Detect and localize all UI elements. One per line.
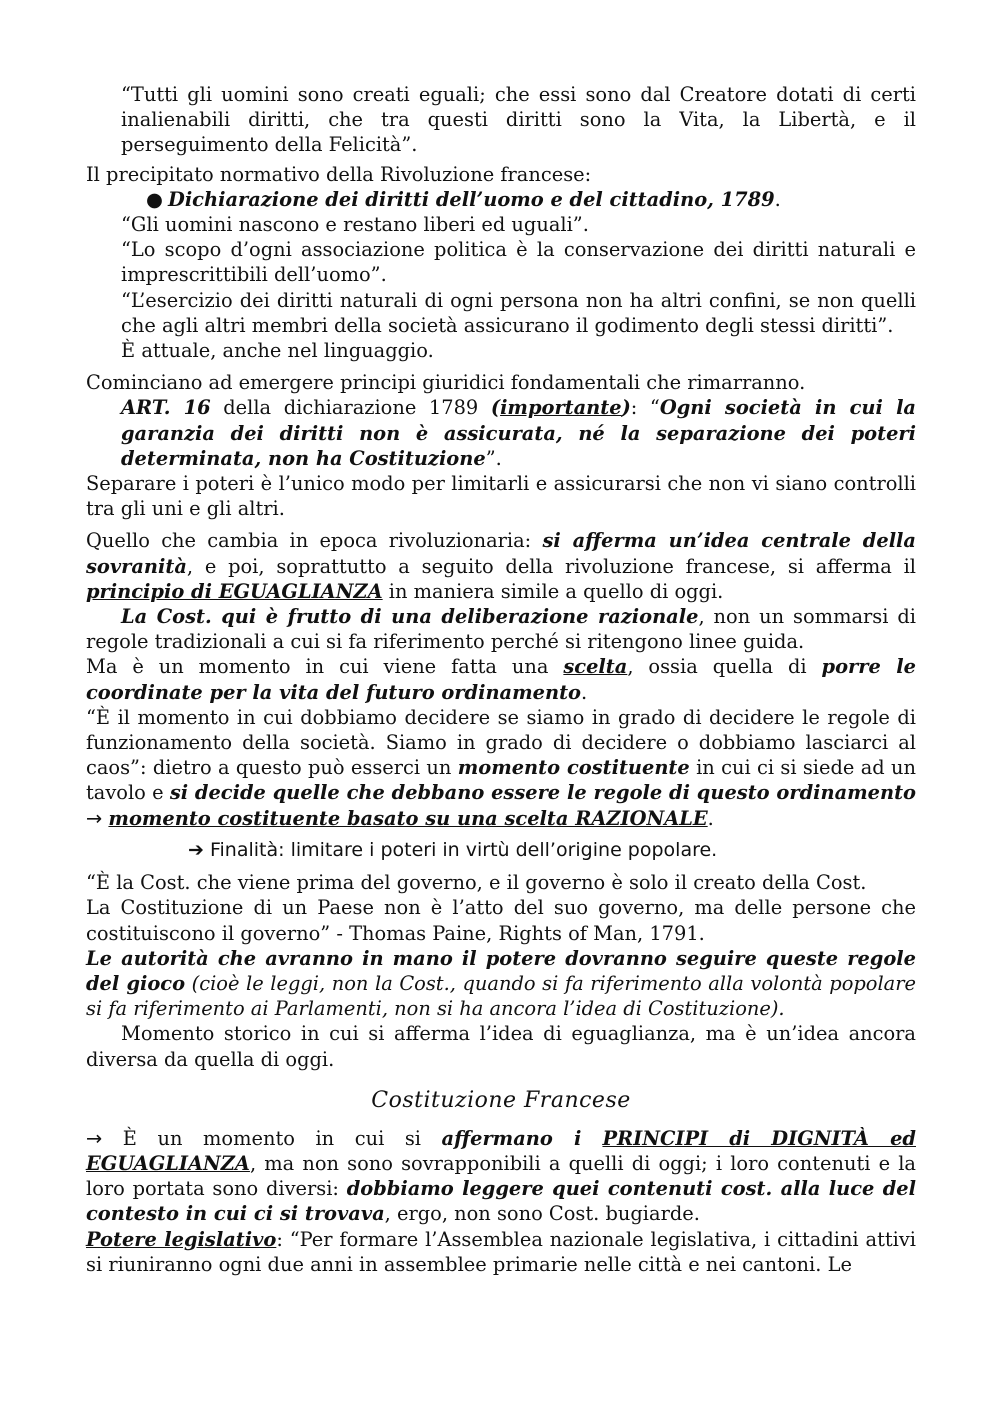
p8-bold-2: si decide quelle che debbano essere le regole di questo ordinamento — [169, 781, 916, 805]
paragraph-principles-dignity — [86, 1126, 916, 1227]
art-important: importante — [500, 396, 622, 420]
art-paren-open: ( — [490, 396, 501, 420]
p7-bold-1: scelta — [563, 655, 628, 679]
paragraph-paine-2: La Costituzione di un Paese non è l’atto del suo governo, ma delle persone che costituiscono il governo” - Thomas Paine, Rights of Man, 1791. — [86, 896, 916, 945]
p11-bold-1: Le autorità che avranno in mano il potere dovranno seguire queste regole del gioco — [86, 946, 916, 995]
paragraph-art16 — [86, 395, 916, 471]
paragraph-choice — [86, 654, 916, 704]
paragraph-principles: Cominciano ad emergere principi giuridici fondamentali che rimarranno. — [86, 371, 806, 395]
p13-bold-2: PRINCIPI di DIGNITÀ ed EGUAGLIANZA — [86, 1126, 916, 1175]
art-paren-close: ) — [621, 396, 631, 420]
paragraph-separation-powers: Separare i poteri è l’unico modo per limitarli e assicurarsi che non vi siano controlli tra gli uni e gli altri. — [86, 472, 916, 521]
p14-text-1: : “Per formare l’Assemblea nazionale legislativa, i cittadini attivi si riuniranno ogni due anni in assemblee primarie nelle città e nei cantoni. Le — [86, 1227, 917, 1276]
art-end: ”. — [485, 446, 502, 470]
p11-italic-1: (cioè le leggi, non la Cost., quando si fa riferimento alla volontà popolare si fa riferimento ai Parlamenti, non si ha ancora l’idea di Costituzione). — [86, 971, 916, 1021]
p5-bold-2: principio di EGUAGLIANZA — [86, 579, 383, 603]
p8-bold-1: momento costituente — [457, 756, 690, 780]
p8-text-1: “È il momento in cui dobbiamo decidere se siamo in grado di decidere le regole di funzionamento della società. Siamo in grado di decidere o dobbiamo lasciarci al caos”: dietro a questo può esserci un — [86, 705, 916, 780]
paragraph-constituent-moment — [86, 705, 916, 831]
paragraph-authorities — [86, 946, 916, 1022]
p7-bold-2: porre le coordinate per la vita del futuro ordinamento — [86, 655, 916, 704]
bullet-item — [86, 187, 916, 212]
p8-text-3: . — [707, 806, 714, 830]
paragraph-legislative-power — [86, 1227, 916, 1277]
quote-men-born: “Gli uomini nascono e restano liberi ed uguali”. — [121, 213, 589, 237]
paragraph-equality: Momento storico in cui si afferma l’idea di eguaglianza, ma è un’idea ancora diversa da quella di oggi. — [86, 1022, 916, 1071]
arrow-right-icon: → — [86, 806, 109, 830]
arrow-line-text: Finalità: limitare i poteri in virtù dell’origine popolare. — [203, 838, 718, 861]
p14-bold-1: Potere legislativo — [86, 1227, 277, 1251]
p8-bold-3: momento costituente basato su una scelta RAZIONALE — [108, 806, 708, 830]
p5-text-1: Quello che cambia in epoca rivoluzionaria: — [86, 529, 543, 553]
bullet-end: . — [774, 187, 781, 211]
p13-text-1: È un momento in cui si — [102, 1126, 442, 1150]
bullet-dot-icon: ● — [146, 187, 163, 211]
p13-bold-1: affermano i — [441, 1126, 603, 1150]
quote-declaration-independence: “Tutti gli uomini sono creati eguali; che essi sono dal Creatore dotati di certi inalienabili diritti, che tra questi diritti sono la Vita, la Libertà, e il perseguimento della Felicità”. — [121, 83, 916, 157]
p8-text-2: in cui ci si siede ad un tavolo e — [86, 756, 916, 805]
p7-text-1: Ma è un momento in cui viene fatta una — [86, 655, 564, 679]
paragraph-rational-deliberation — [86, 604, 916, 654]
paragraph-normative: Il precipitato normativo della Rivoluzione francese: — [86, 162, 592, 186]
p6-bold-1: La Cost. qui è frutto di una deliberazione razionale — [121, 605, 699, 629]
section-heading: Costituzione Francese — [371, 1087, 631, 1113]
arrow-bold-right-icon: ➔ — [188, 838, 204, 861]
p13-text-2: , ma non sono sovrapponibili a quelli di oggi; i loro contenuti e la loro portata sono diversi: — [86, 1151, 916, 1201]
bullet-text: Dichiarazione dei diritti dell’uomo e del cittadino, 1789 — [168, 187, 775, 211]
p7-text-2: , ossia quella di — [627, 655, 822, 679]
paragraph-paine-1: “È la Cost. che viene prima del governo, e il governo è solo il creato della Cost. — [86, 871, 867, 895]
p5-text-3: in maniera simile a quello di oggi. — [382, 579, 724, 603]
arrow-right-icon: → — [86, 1126, 103, 1150]
art-colon: : “ — [630, 396, 660, 420]
note-current: È attuale, anche nel linguaggio. — [121, 339, 434, 363]
p6-text-1: , non un sommarsi di regole tradizionali a cui si fa riferimento perché si ritengono linee guida. — [86, 605, 916, 654]
p5-text-2: , e poi, soprattutto a seguito della rivoluzione francese, si afferma il — [186, 554, 916, 578]
p5-bold-1: si afferma un’idea centrale della sovranità — [86, 529, 916, 578]
arrow-line-purpose — [86, 838, 916, 863]
p13-text-3: , ergo, non sono Cost. bugiarde. — [384, 1202, 700, 1226]
p13-bold-3: dobbiamo leggere quei contenuti cost. alla luce del contesto in cui ci si trovava — [86, 1177, 916, 1226]
p7-text-3: . — [580, 680, 588, 704]
art-label: ART. 16 — [121, 396, 211, 420]
art-text: della dichiarazione 1789 — [210, 396, 491, 420]
quote-exercise-rights: “L’esercizio dei diritti naturali di ogni persona non ha altri confini, se non quelli che agli altri membri della società assicurano il godimento degli stessi diritti”. — [121, 288, 916, 337]
art-quote: Ogni società in cui la garanzia dei diritti non è assicurata, né la separazione dei poteri determinata, non ha Costituzione — [121, 396, 917, 470]
quote-purpose-association: “Lo scopo d’ogni associazione politica è la conservazione dei diritti naturali e imprescrittibili dell’uomo”. — [121, 238, 916, 287]
paragraph-revolutionary-era — [86, 528, 916, 604]
